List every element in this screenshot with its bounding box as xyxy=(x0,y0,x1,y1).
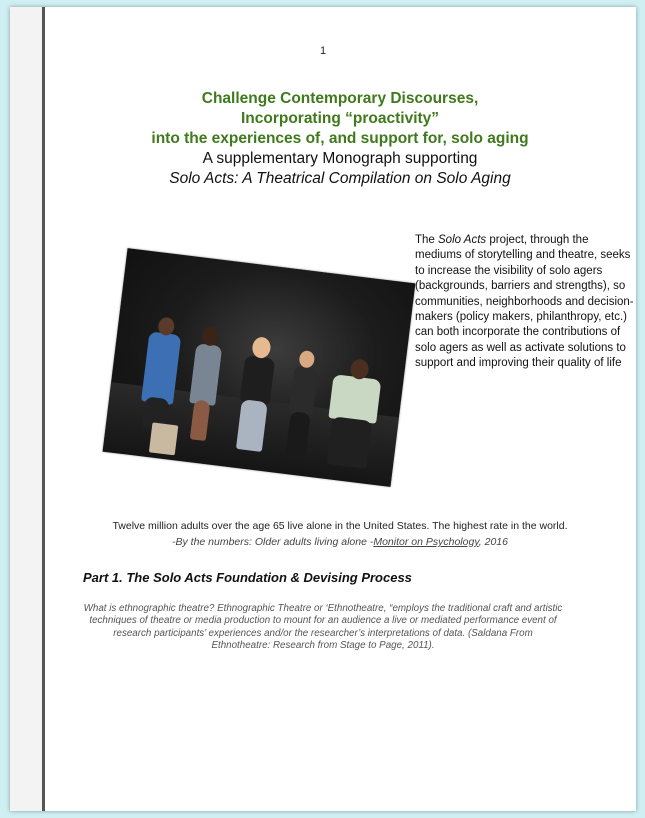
performer-4-head xyxy=(298,350,315,369)
description-body: project, through the mediums of storytelling and theatre, seeks to increase the visibility of solo agers (backgrounds, barriers and strengths), so communities, neighborhoods and decision-makers (policy makers, philanthropy, etc.) can both incorporate the contributions of solo agers as well as activate solutions to support and improving their quality of life xyxy=(415,234,634,370)
ethnotheatre-quote: What is ethnographic theatre? Ethnographic Theatre or ‘Ethnotheatre, “employs the traditional craft and artistic techniques of theatre or media production to mount for an audience a live or mediated performance event of research participants’ experiences and/or the researcher’s interpretations of data. (Saldana From Ethnotheatre: Research from Stage to Page, 2011). xyxy=(83,603,563,652)
document-page xyxy=(10,7,636,811)
stage-photo-image xyxy=(103,248,416,487)
title-block xyxy=(45,89,635,189)
title-line-3: into the experiences of, and support for, solo aging xyxy=(151,130,529,147)
description-emphasis: Solo Acts xyxy=(438,234,487,246)
performer-5 xyxy=(328,374,381,424)
performer-3 xyxy=(240,355,275,404)
statistic-text: Twelve million adults over the age 65 live alone in the United States. The highest rate in the world. xyxy=(112,520,568,532)
title-line-2: Incorporating “proactivity” xyxy=(240,110,440,127)
project-description xyxy=(415,233,635,372)
title-line-1: Challenge Contemporary Discourses, xyxy=(201,90,479,107)
subtitle-line-1: A supplementary Monograph supporting xyxy=(202,150,478,167)
page-number: 1 xyxy=(319,45,327,57)
stage-stool xyxy=(149,422,178,455)
citation-prefix: -By the numbers: Older adults living alone - xyxy=(171,536,374,548)
performer-2-head xyxy=(201,326,219,347)
citation-suffix: , 2016 xyxy=(478,536,508,548)
section-heading: Part 1. The Solo Acts Foundation & Devising Process xyxy=(83,570,412,585)
statistic-citation xyxy=(45,536,635,548)
performer-5-skirt xyxy=(327,416,373,469)
description-prefix: The xyxy=(415,234,439,246)
page-gutter xyxy=(10,7,44,811)
performance-photo xyxy=(94,235,422,505)
subtitle-line-2: Solo Acts: A Theatrical Compilation on Solo Aging xyxy=(169,170,511,187)
citation-link[interactable]: Monitor on Psychology xyxy=(373,536,479,548)
